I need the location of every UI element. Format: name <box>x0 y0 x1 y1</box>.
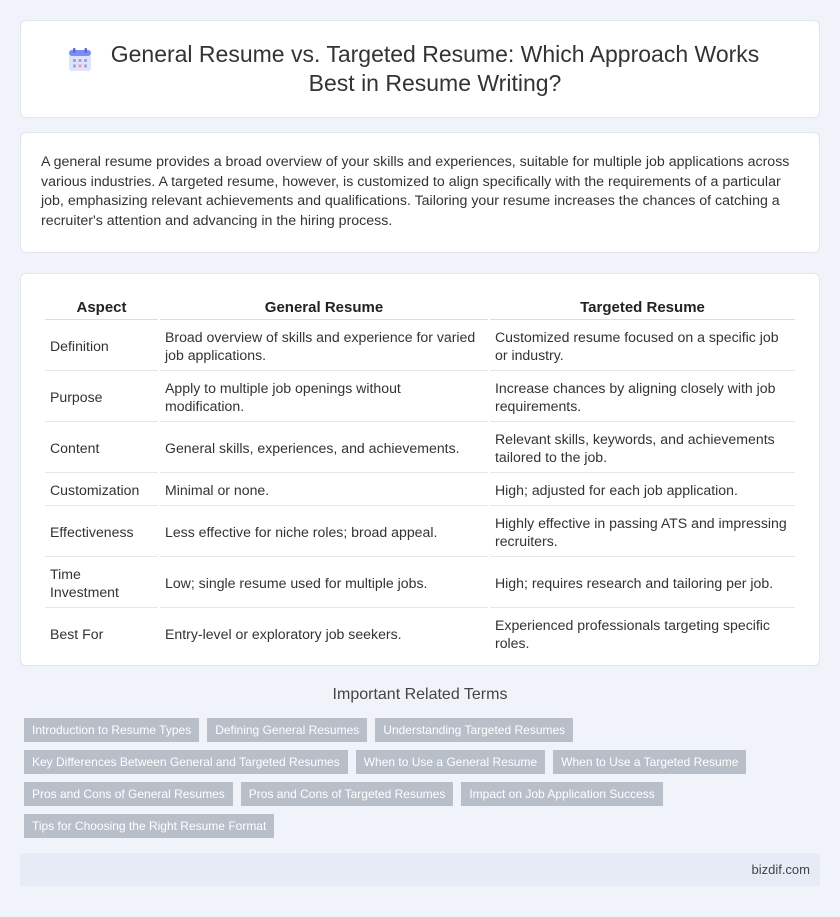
table-cell-targeted: High; requires research and tailoring per job. <box>490 559 795 608</box>
tag-row <box>24 782 824 806</box>
table-row <box>45 424 795 473</box>
related-term-tag[interactable]: Key Differences Between General and Targeted Resumes <box>24 750 348 774</box>
column-header-aspect: Aspect <box>45 296 158 320</box>
tag-row <box>24 814 824 838</box>
header-card <box>20 20 820 118</box>
table-header-row <box>45 296 795 320</box>
table-cell-general: Broad overview of skills and experience for varied job applications. <box>160 322 488 371</box>
table-cell-aspect: Content <box>45 424 158 473</box>
table-cell-aspect: Best For <box>50 626 104 642</box>
tag-row <box>24 718 824 742</box>
related-term-tag[interactable]: When to Use a Targeted Resume <box>553 750 746 774</box>
footer-site-link[interactable]: bizdif.com <box>751 862 810 877</box>
related-term-tag[interactable]: When to Use a General Resume <box>356 750 545 774</box>
table-cell-general: Minimal or none. <box>160 475 488 506</box>
table-row <box>45 322 795 371</box>
column-header-targeted: Targeted Resume <box>490 296 795 320</box>
intro-paragraph: A general resume provides a broad overview of your skills and experiences, suitable for multiple job applications across various industries. A targeted resume, however, is customized to align specifically with the requirements of a particular job, emphasizing relevant achievements and qualifications. Tailoring your resume increases the chances of catching a recruiter's attention and advancing in the hiring process. <box>41 154 790 229</box>
tag-row <box>24 750 824 774</box>
table-row <box>45 373 795 422</box>
table-row <box>45 475 795 506</box>
related-term-tag[interactable]: Defining General Resumes <box>207 718 367 742</box>
related-terms-list <box>24 718 824 846</box>
table-cell-targeted: Experienced professionals targeting specific roles. <box>495 617 770 651</box>
related-term-tag[interactable]: Introduction to Resume Types <box>24 718 199 742</box>
related-terms-heading: Important Related Terms <box>332 686 508 703</box>
table-row <box>45 508 795 557</box>
related-term-tag[interactable]: Understanding Targeted Resumes <box>375 718 573 742</box>
table-cell-targeted: High; adjusted for each job application. <box>490 475 795 506</box>
intro-card <box>20 132 820 253</box>
table-cell-aspect: Definition <box>45 322 158 371</box>
table-cell-targeted: Highly effective in passing ATS and impressing recruiters. <box>490 508 795 557</box>
table-row <box>45 610 795 658</box>
related-term-tag[interactable]: Impact on Job Application Success <box>461 782 662 806</box>
comparison-table <box>43 294 797 660</box>
table-cell-targeted: Increase chances by aligning closely with job requirements. <box>490 373 795 422</box>
table-cell-targeted: Relevant skills, keywords, and achievements tailored to the job. <box>490 424 795 473</box>
page-title: General Resume vs. Targeted Resume: Which Approach Works Best in Resume Writing? <box>110 41 760 96</box>
table-cell-general: General skills, experiences, and achievements. <box>160 424 488 473</box>
table-cell-aspect: Effectiveness <box>45 508 158 557</box>
table-cell-general: Low; single resume used for multiple jobs. <box>160 559 488 608</box>
table-row <box>45 559 795 608</box>
table-cell-aspect: Purpose <box>45 373 158 422</box>
related-term-tag[interactable]: Tips for Choosing the Right Resume Format <box>24 814 274 838</box>
table-cell-general: Entry-level or exploratory job seekers. <box>165 626 402 642</box>
table-cell-general: Less effective for niche roles; broad appeal. <box>160 508 488 557</box>
related-term-tag[interactable]: Pros and Cons of Targeted Resumes <box>241 782 454 806</box>
table-cell-aspect: Time Investment <box>45 559 158 608</box>
table-cell-aspect: Customization <box>45 475 158 506</box>
table-cell-general: Apply to multiple job openings without modification. <box>160 373 488 422</box>
column-header-general: General Resume <box>160 296 488 320</box>
table-cell-targeted: Customized resume focused on a specific job or industry. <box>490 322 795 371</box>
footer-bar <box>20 853 820 886</box>
comparison-table-card <box>20 273 820 666</box>
related-term-tag[interactable]: Pros and Cons of General Resumes <box>24 782 233 806</box>
